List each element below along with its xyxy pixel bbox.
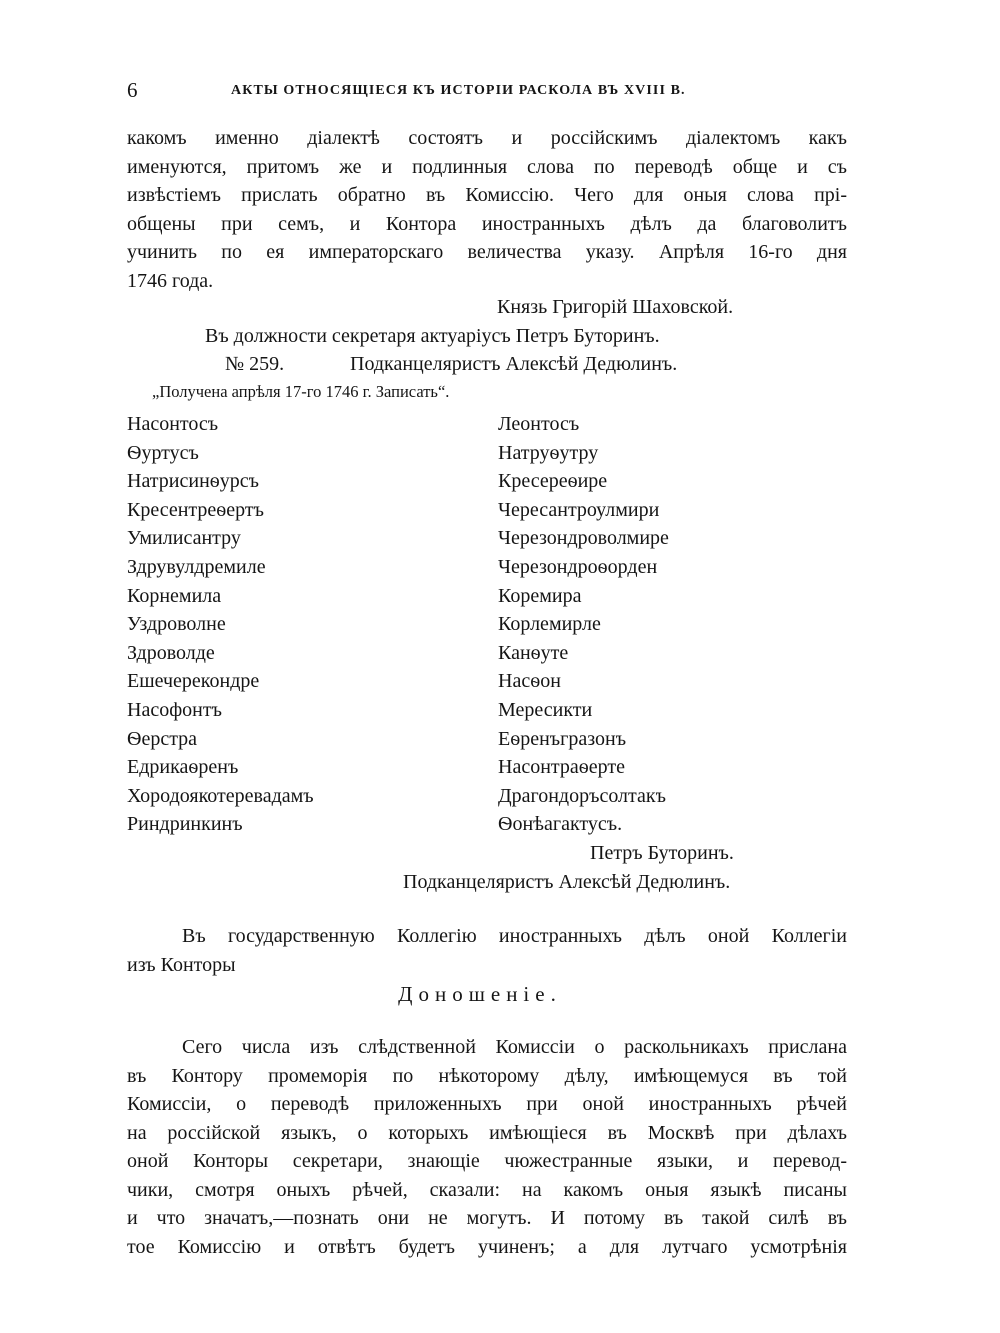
page-number: 6	[127, 78, 138, 102]
address-line: Въ государственную Коллегію иностранныхъ дѣлъ оной Коллегіи	[182, 925, 847, 947]
paragraph-2	[127, 1033, 847, 1261]
list-item: Хородоякотеревадамъ	[127, 784, 314, 807]
text-line: въ Контору промеморія по нѣкоторому дѣлу, имѣющемуся въ той	[127, 1064, 847, 1087]
list-item: Здроволде	[127, 641, 215, 664]
list-item: Чересантроулмири	[498, 498, 660, 521]
list-item: Черезондроѳорден	[498, 555, 658, 578]
text-line: какомъ именно діалектѣ состоятъ и россійскимъ діалектомъ какъ	[127, 127, 847, 149]
list-item: Канѳуте	[498, 641, 569, 664]
signature-subchancellor	[225, 353, 677, 376]
running-title: АКТЫ ОТНОСЯЩІЕСЯ КЪ ИСТОРІИ РАСКОЛА ВЪ XVIII В.	[231, 83, 686, 98]
text-line: учинить по ея императорскаго величества указу. Апрѣля 16-го дня	[127, 241, 847, 263]
list-item: Уздроволне	[127, 613, 226, 636]
list-item: Ешечерекондре	[127, 670, 260, 693]
word-column-right	[498, 410, 669, 839]
list-item: Насѳон	[498, 670, 561, 693]
word-column-left	[127, 410, 314, 839]
list-item: Ѳерстра	[127, 727, 198, 750]
list-item: Мересикти	[498, 698, 593, 721]
text-line: извѣстіемъ прислать обратно въ Комиссію. Чего для оныя слова прі-	[127, 184, 847, 206]
list-item: Риндринкинъ	[127, 813, 243, 836]
list-item: Кресентреѳертъ	[127, 498, 264, 521]
signature-dedyulin: Подканцеляристъ Алексѣй Дедюлинъ.	[403, 871, 731, 893]
list-item: Ѳуртусъ	[127, 441, 199, 464]
list-item: Кресереѳире	[498, 470, 608, 493]
text-line: Комиссіи, о переводѣ приложенныхъ при оной иностранныхъ рѣчей	[127, 1093, 847, 1115]
text-line: именуются, притомъ же и подлинныя слова по переводѣ обще и съ	[127, 155, 847, 178]
text-line: и что значатъ,—познать они не могутъ. И потому въ такой силѣ въ	[127, 1207, 847, 1229]
signature-secretary: Въ должности секретаря актуаріусъ Петръ Буторинъ.	[205, 325, 660, 347]
list-item: Драгондоръсолтакъ	[498, 784, 666, 807]
signature-butorin: Петръ Буторинъ.	[590, 842, 734, 864]
text-line: на россійской языкъ, о которыхъ имѣющіеся въ Москвѣ при дѣлахъ	[127, 1121, 847, 1144]
document-title	[0, 982, 1000, 1007]
list-item: Корлемирле	[498, 613, 601, 636]
list-item: Натруѳутру	[498, 441, 599, 464]
list-item: Умилисантру	[127, 527, 241, 550]
list-item: Коремира	[498, 584, 582, 607]
running-head	[127, 78, 847, 102]
text-line: общены при семъ, и Контора иностранныхъ дѣлъ да благоволитъ	[127, 212, 847, 235]
received-note: „Получена апрѣля 17-го 1746 г. Записать“.	[152, 382, 450, 401]
document-number: № 259.	[225, 353, 285, 375]
text-line: чики, смотря оныхъ рѣчей, сказали: на какомъ оныя языкѣ писаны	[127, 1178, 847, 1201]
list-item: Леонтосъ	[498, 413, 580, 435]
address-block	[127, 922, 847, 980]
list-item: Еѳренъгразонъ	[498, 727, 627, 750]
document-title-text: Доношеніе.	[398, 982, 562, 1006]
list-item: Натрисинѳурсъ	[127, 470, 259, 493]
paragraph-1	[127, 124, 847, 295]
list-item: Насонтосъ	[127, 413, 219, 435]
text-line: оной Конторы секретари, знающіе чюжестранные языки, и перевод-	[127, 1150, 847, 1172]
list-item: Насофонтъ	[127, 698, 222, 721]
text-line: 1746 года.	[127, 269, 214, 292]
list-item: Едрикаѳренъ	[127, 756, 239, 779]
list-item: Ѳонѣагактусъ.	[498, 813, 623, 836]
address-line: изъ Конторы	[127, 954, 236, 976]
text-line: Сего числа изъ слѣдственной Комиссіи о раскольникахъ прислана	[182, 1036, 847, 1058]
text-line: тое Комиссію и отвѣтъ будетъ учиненъ; а для лутчаго усмотрѣнія	[127, 1235, 847, 1258]
list-item: Насонтраѳерте	[498, 756, 625, 779]
list-item: Корнемила	[127, 584, 222, 607]
list-item: Черезондроволмире	[498, 527, 669, 550]
signature-prince: Князь Григорій Шаховской.	[497, 296, 734, 318]
list-item: Здрувулдремиле	[127, 555, 266, 578]
signature-subchancellor-name: Подканцеляристъ Алексѣй Дедюлинъ.	[350, 353, 678, 375]
